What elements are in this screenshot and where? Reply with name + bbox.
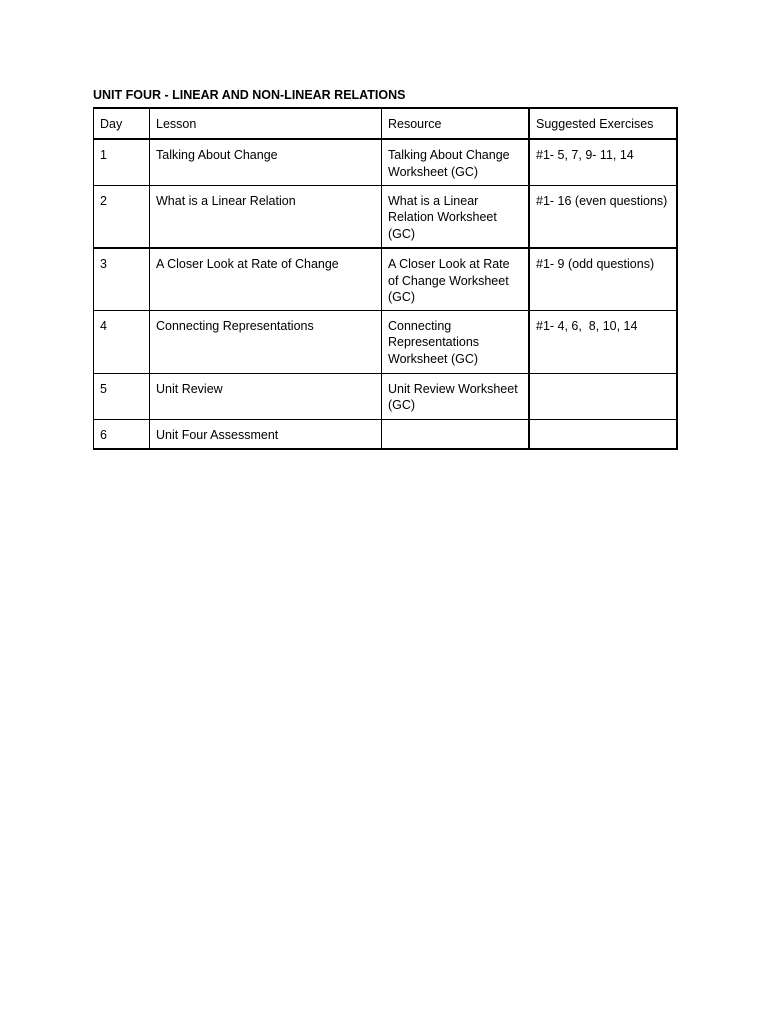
day-cell: 5 [94, 373, 150, 419]
table-row [94, 248, 678, 310]
column-header-suggested-exercises: Suggested Exercises [529, 108, 677, 139]
resource-cell: A Closer Look at Rate of Change Worksheet (GC) [382, 248, 530, 310]
exercises-cell: #1- 4, 6, 8, 10, 14 [529, 310, 677, 373]
day-cell: 1 [94, 139, 150, 185]
day-cell: 2 [94, 185, 150, 248]
column-header-day: Day [94, 108, 150, 139]
lesson-cell: Unit Four Assessment [150, 419, 382, 449]
resource-cell: Unit Review Worksheet (GC) [382, 373, 530, 419]
exercises-cell: #1- 5, 7, 9- 11, 14 [529, 139, 677, 185]
lesson-cell: Unit Review [150, 373, 382, 419]
page-title: UNIT FOUR - LINEAR AND NON-LINEAR RELATIONS [93, 88, 406, 102]
lesson-cell: Connecting Representations [150, 310, 382, 373]
lesson-cell: Talking About Change [150, 139, 382, 185]
exercises-cell: #1- 9 (odd questions) [529, 248, 677, 310]
table-row [94, 185, 678, 248]
resource-cell: What is a Linear Relation Worksheet (GC) [382, 185, 530, 248]
lesson-cell: What is a Linear Relation [150, 185, 382, 248]
table-row [94, 419, 678, 449]
column-header-lesson: Lesson [150, 108, 382, 139]
table-header-row [94, 108, 678, 139]
unit-schedule-table [93, 107, 678, 450]
table-row [94, 310, 678, 373]
resource-cell [382, 419, 530, 449]
day-cell: 3 [94, 248, 150, 310]
day-cell: 4 [94, 310, 150, 373]
exercises-cell: #1- 16 (even questions) [529, 185, 677, 248]
table-row [94, 373, 678, 419]
day-cell: 6 [94, 419, 150, 449]
resource-cell: Connecting Representations Worksheet (GC) [382, 310, 530, 373]
column-header-resource: Resource [382, 108, 530, 139]
table-row [94, 139, 678, 185]
resource-cell: Talking About Change Worksheet (GC) [382, 139, 530, 185]
exercises-cell [529, 419, 677, 449]
exercises-cell [529, 373, 677, 419]
lesson-cell: A Closer Look at Rate of Change [150, 248, 382, 310]
